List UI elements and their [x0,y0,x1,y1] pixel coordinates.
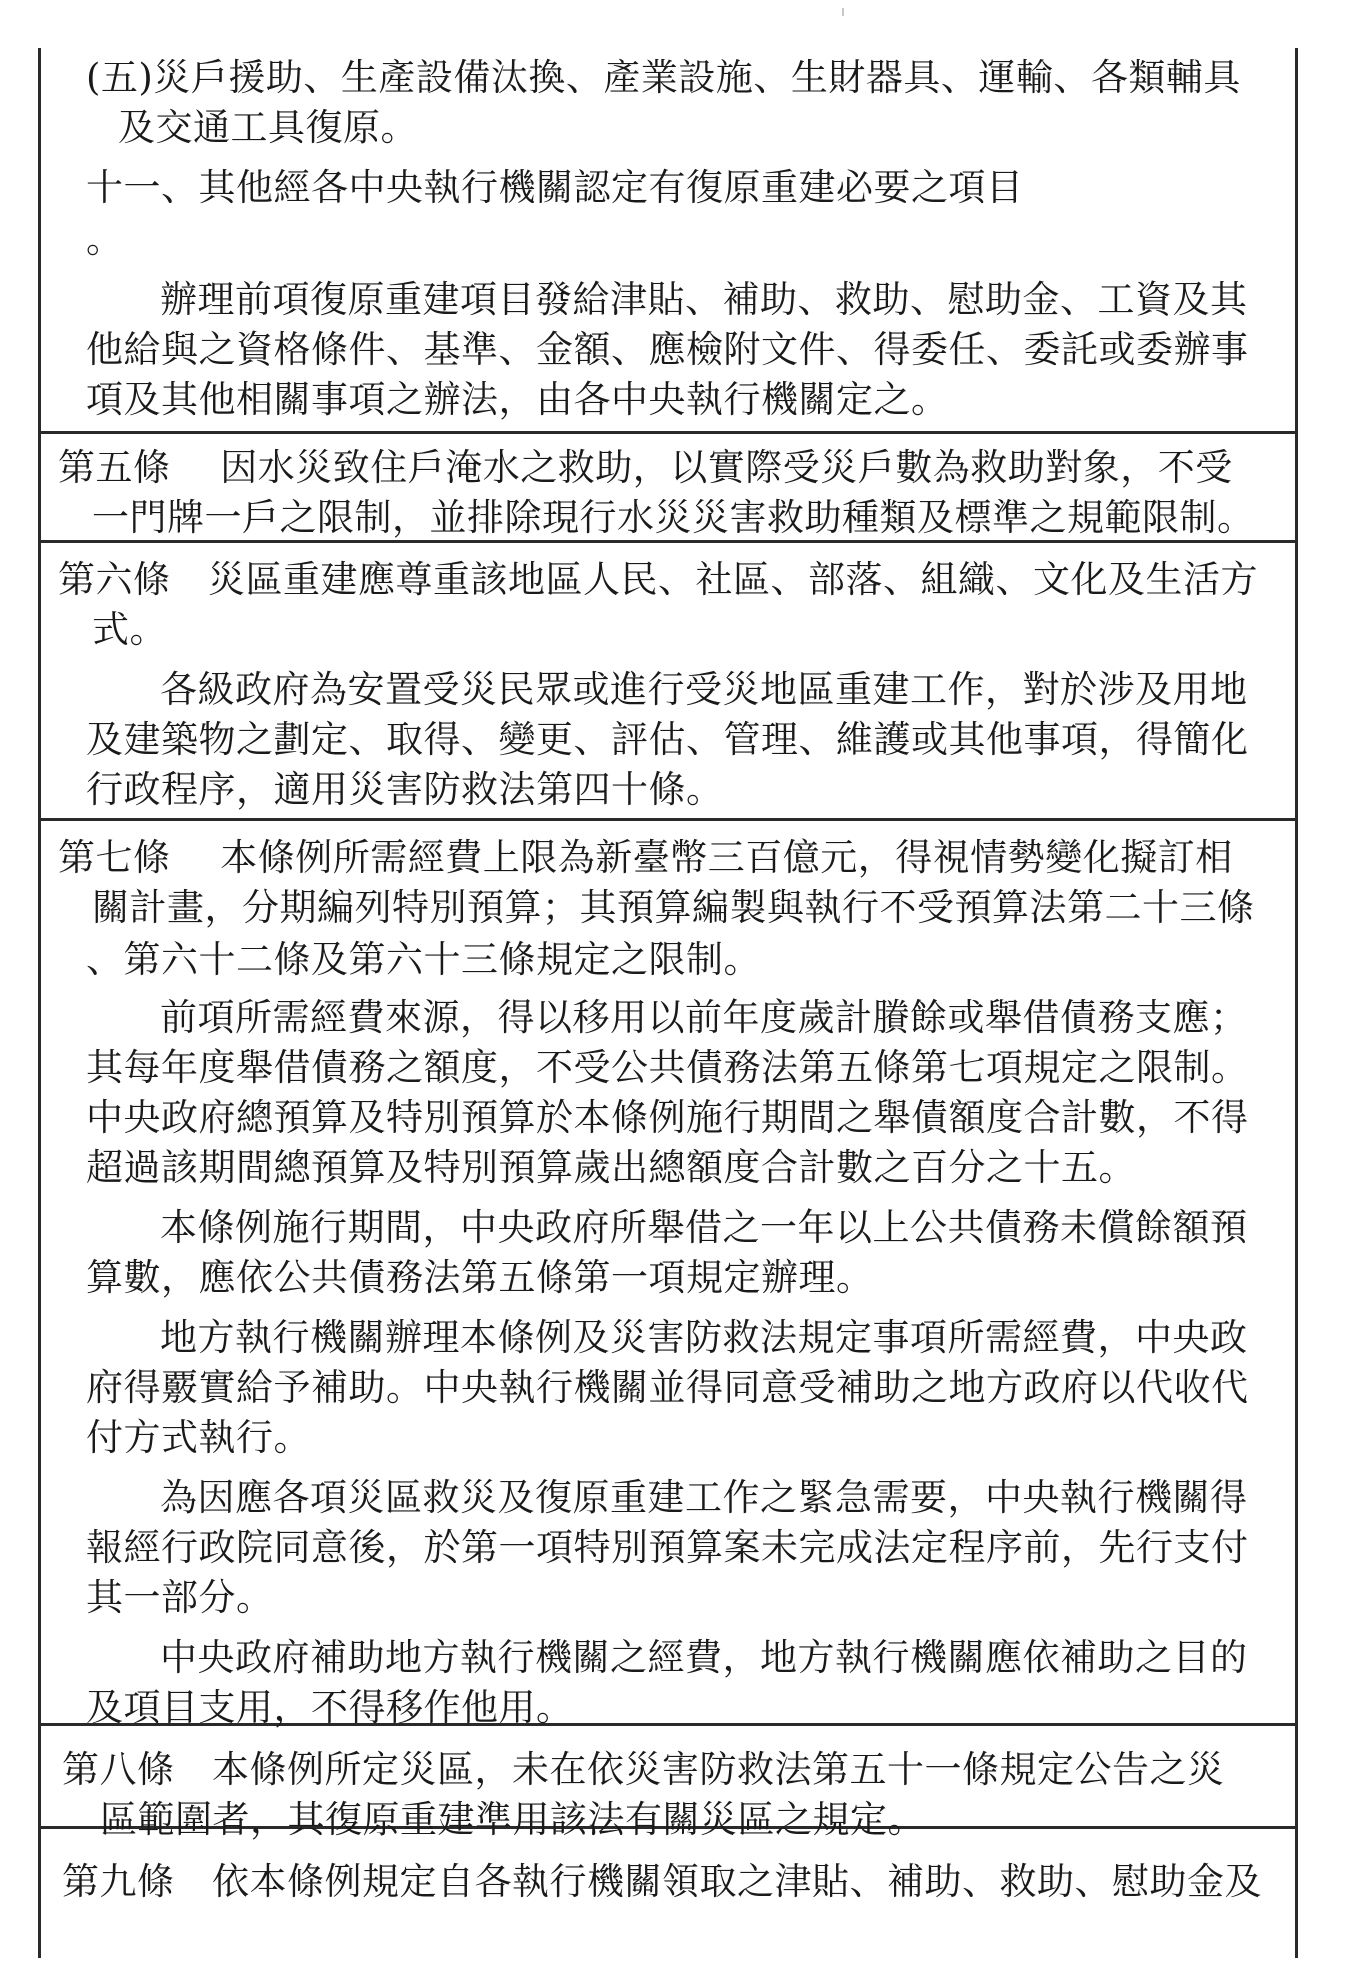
article-6-line: 各級政府為安置受災民眾或進行受災地區重建工作，對於涉及用地 [160,668,1248,711]
article-6-line: 式。 [92,608,167,651]
article-7-line: 超過該期間總預算及特別預算歲出總額度合計數之百分之十五。 [86,1146,1136,1189]
article-7-line: 、第六十二條及第六十三條規定之限制。 [86,938,761,981]
article-9-heading-line: 第九條 依本條例規定自各執行機關領取之津貼、補助、救助、慰助金及 [62,1860,1262,1903]
text-line-item-11: 十一、其他經各中央執行機關認定有復原重建必要之項目 [86,166,1024,209]
article-7-line: 中央政府補助地方執行機關之經費，地方執行機關應依補助之目的 [160,1636,1248,1679]
article-7-line: 付方式執行。 [86,1416,311,1459]
article-7-line: 本條例施行期間，中央政府所舉借之一年以上公共債務未償餘額預 [160,1206,1248,1249]
article-divider [41,431,1295,434]
article-7-line: 其一部分。 [86,1576,274,1619]
article-7-line: 地方執行機關辦理本條例及災害防救法規定事項所需經費，中央政 [160,1316,1248,1359]
article-7-line: 報經行政院同意後，於第一項特別預算案未完成法定程序前，先行支付 [86,1526,1249,1569]
article-7-line: 中央政府總預算及特別預算於本條例施行期間之舉債額度合計數，不得 [86,1096,1249,1139]
paragraph-line: 項及其他相關事項之辦法，由各中央執行機關定之。 [86,378,949,421]
article-7-line: 算數，應依公共債務法第五條第一項規定辦理。 [86,1256,874,1299]
article-7-heading-line: 第七條 本條例所需經費上限為新臺幣三百億元，得視情勢變化擬訂相 [58,836,1233,879]
article-7-line: 其每年度舉借債務之額度，不受公共債務法第五條第七項規定之限制。 [86,1046,1249,1089]
article-7-line: 府得覈實給予補助。中央執行機關並得同意受補助之地方政府以代收代 [86,1366,1249,1409]
article-8-line: 區範圍者，其復原重建準用該法有關災區之規定。 [100,1798,925,1841]
text-line: 。 [86,218,124,261]
text-line-item-5: (五)災戶援助、生產設備汰換、產業設施、生財器具、運輸、各類輔具 [86,56,1241,99]
article-divider [41,540,1295,543]
article-7-line: 為因應各項災區救災及復原重建工作之緊急需要，中央執行機關得 [160,1476,1248,1519]
paragraph-line: 他給與之資格條件、基準、金額、應檢附文件、得委任、委託或委辦事 [86,328,1249,371]
paragraph-line: 辦理前項復原重建項目發給津貼、補助、救助、慰助金、工資及其 [160,278,1248,321]
scan-speck [842,8,844,16]
article-5-line: 一門牌一戶之限制，並排除現行水災災害救助種類及標準之規範限制。 [92,496,1255,539]
article-7-line: 關計畫，分期編列特別預算；其預算編製與執行不受預算法第二十三條 [92,886,1255,929]
article-7-line: 前項所需經費來源，得以移用以前年度歲計賸餘或舉借債務支應； [160,996,1248,1039]
article-8-heading-line: 第八條 本條例所定災區，未在依災害防救法第五十一條規定公告之災 [62,1748,1225,1791]
text-line: 及交通工具復原。 [118,106,418,149]
article-5-heading-line: 第五條 因水災致住戶淹水之救助，以實際受災戶數為救助對象，不受 [58,446,1233,489]
article-divider [41,818,1295,821]
article-6-line: 及建築物之劃定、取得、變更、評估、管理、維護或其他事項，得簡化 [86,718,1249,761]
article-6-heading-line: 第六條 災區重建應尊重該地區人民、社區、部落、組織、文化及生活方 [58,558,1258,601]
article-6-line: 行政程序，適用災害防救法第四十條。 [86,768,724,811]
article-7-line: 及項目支用，不得移作他用。 [86,1686,574,1729]
